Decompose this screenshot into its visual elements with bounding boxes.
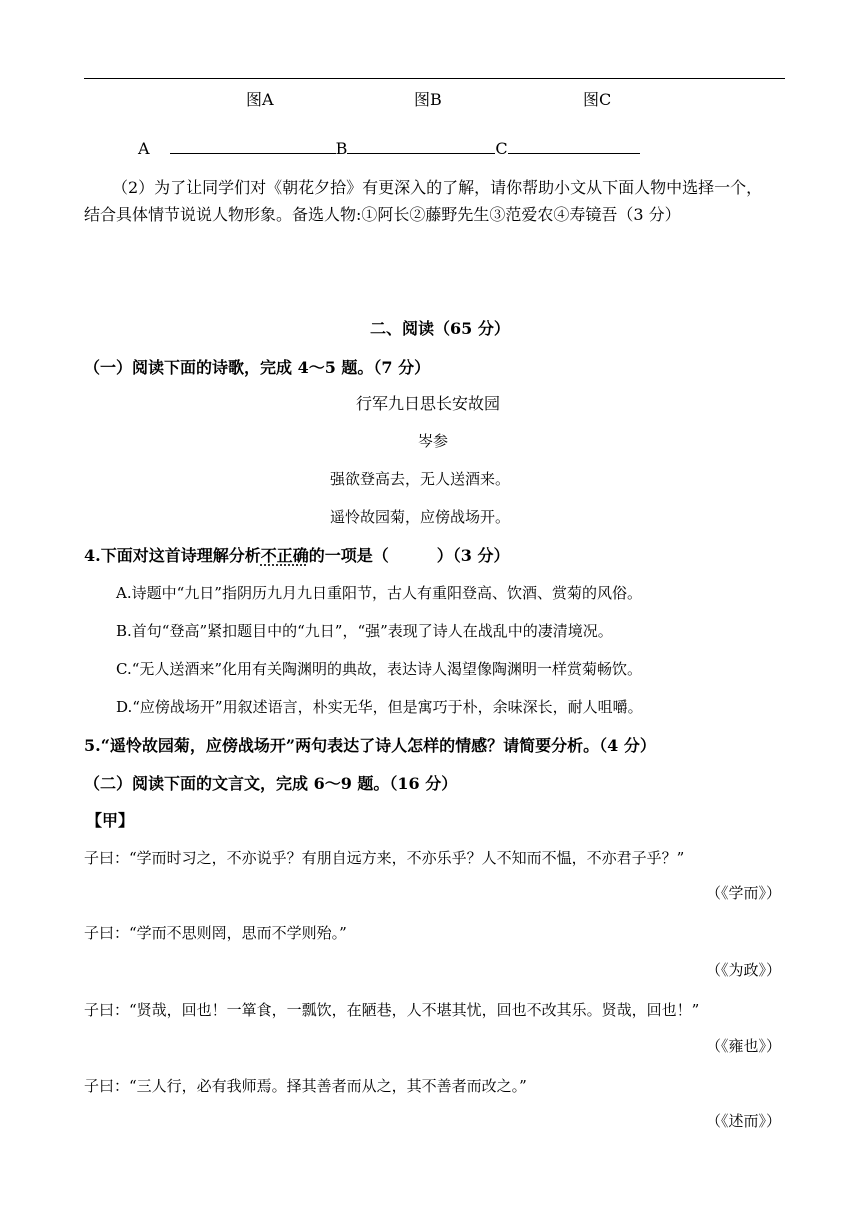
quote-3-source: （《雍也》） — [706, 1037, 782, 1055]
question-4-emphasis — [261, 546, 309, 565]
answer-blanks-row — [138, 138, 640, 157]
figure-label-c: 图C — [583, 90, 612, 109]
question-2-line-1: （2）为了让同学们对《朝花夕拾》有更深入的了解，请你帮助小文从下面人物中选择一个， — [112, 178, 763, 197]
blank-field-a[interactable] — [170, 138, 336, 154]
question-4-option-c: C.“无人送酒来”化用有关陶渊明的典故，表达诗人渴望像陶渊明一样赏菊畅饮。 — [116, 660, 643, 678]
prose-section-heading: （二）阅读下面的文言文，完成 6～9 题。（16 分） — [84, 774, 458, 793]
top-divider — [84, 78, 785, 79]
quote-2-text: 子曰：“学而不思则罔，思而不学则殆。” — [84, 924, 347, 942]
poem-line-1: 强欲登高去，无人送酒来。 — [330, 470, 511, 488]
question-2-line-2: 结合具体情节说说人物形象。备选人物:①阿长②藤野先生③范爱农④寿镜吾（3 分） — [84, 205, 681, 224]
poem-section-heading: （一）阅读下面的诗歌，完成 4～5 题。（7 分） — [84, 358, 431, 377]
quote-1-text: 子曰：“学而时习之，不亦说乎？有朋自远方来，不亦乐乎？人不知而不愠，不亦君子乎？” — [84, 849, 685, 867]
poem-title: 行军九日思长安故园 — [356, 394, 501, 413]
quote-4-source: （《述而》） — [706, 1112, 782, 1130]
question-4-emphasis-text: 不正确 — [260, 546, 309, 565]
question-4-option-b: B.首句“登高”紧扣题目中的“九日”，“强”表现了诗人在战乱中的凄清境况。 — [116, 622, 613, 640]
poem-line-2: 遥怜故园菊，应傍战场开。 — [330, 508, 511, 526]
blank-label-b: B — [335, 139, 348, 158]
quote-4-text: 子曰：“三人行，必有我师焉。择其善者而从之，其不善者而改之。” — [84, 1077, 527, 1095]
poem-author: 岑参 — [418, 432, 449, 450]
question-4-stem — [84, 548, 509, 564]
question-5: 5.“遥怜故园菊，应傍战场开”两句表达了诗人怎样的情感？请简要分析。（4 分） — [84, 736, 656, 755]
blank-field-c[interactable] — [508, 138, 640, 154]
blank-label-a: A — [138, 139, 150, 158]
section-2-title: 二、阅读（65 分） — [370, 319, 510, 338]
figure-label-b: 图B — [414, 90, 442, 109]
question-4-option-d: D.“应傍战场开”用叙述语言，朴实无华，但是寓巧于朴，余味深长，耐人咀嚼。 — [116, 698, 643, 716]
blank-label-c: C — [495, 139, 508, 158]
question-4-stem-pre: 4.下面对这首诗理解分析 — [84, 546, 261, 565]
blank-field-b[interactable] — [347, 138, 495, 154]
quote-3-text: 子曰：“贤哉，回也！一箪食，一瓢饮，在陋巷，人不堪其忧，回也不改其乐。贤哉，回也！” — [84, 1001, 700, 1019]
question-4-stem-post: 的一项是（ ）（3 分） — [308, 546, 510, 565]
passage-label-jia: 【甲】 — [86, 811, 135, 830]
quote-1-source: （《学而》） — [706, 884, 782, 902]
quote-2-source: （《为政》） — [706, 961, 782, 979]
figure-label-a: 图A — [246, 90, 274, 109]
question-4-option-a: A.诗题中“九日”指阴历九月九日重阳节，古人有重阳登高、饮酒、赏菊的风俗。 — [116, 584, 642, 602]
